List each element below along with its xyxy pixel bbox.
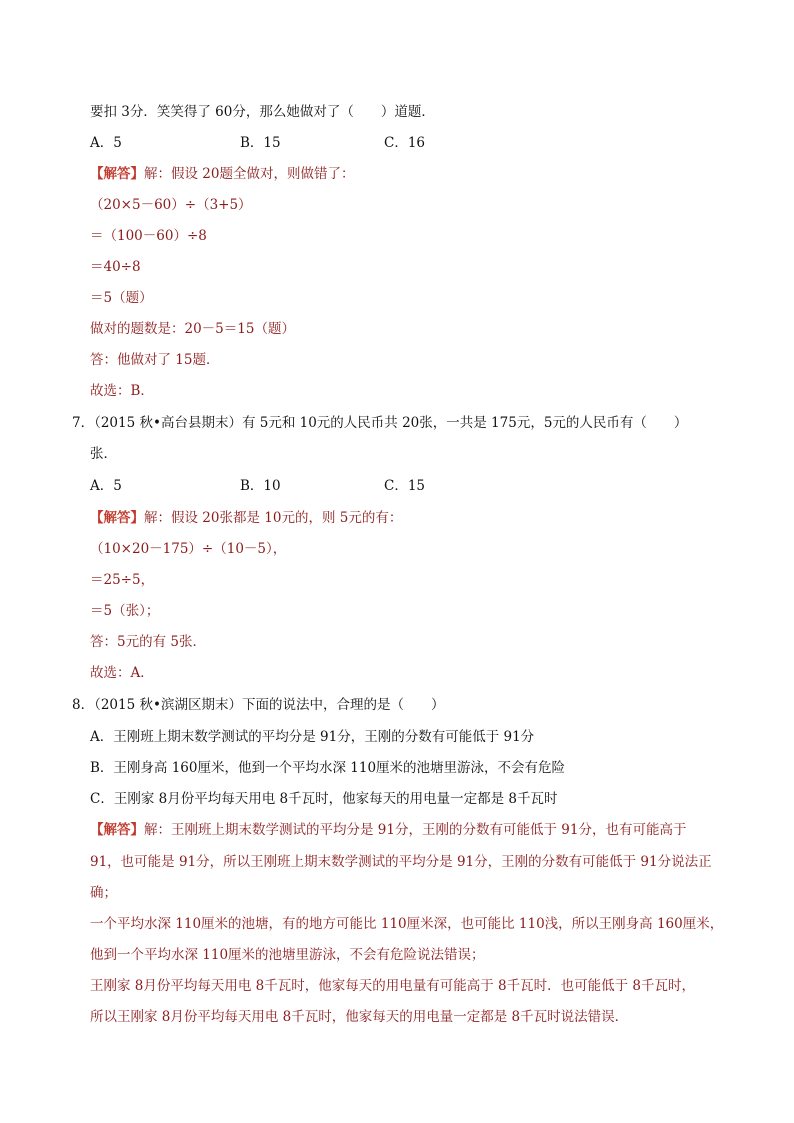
- q6-answer-line: ＝40÷8: [90, 259, 141, 275]
- q7-option-b: B．10: [240, 478, 281, 494]
- q7-option-c: C．15: [384, 478, 426, 494]
- q7-answer-line: ＝25÷5，: [90, 572, 155, 588]
- q7-answer-line: 答：5元的有 5张．: [90, 634, 206, 650]
- q8-answer-line: 确；: [90, 885, 117, 901]
- q8-answer-line: 【解答】解：王刚班上期末数学测试的平均分是 91分，王刚的分数有可能低于 91分，也有可能高于: [90, 822, 687, 838]
- q8-answer-line: 他到一个平均水深 110厘米的池塘里游泳，不会有危险说法错误；: [90, 947, 485, 963]
- q8-answer-line: 王刚家 8月份平均每天用电 8千瓦时，他家每天的用电量有可能高于 8千瓦时．也可能低于 8千瓦时，: [90, 978, 696, 994]
- answer-tag: 【解答】: [90, 166, 144, 182]
- q6-answer-line: 【解答】解：假设 20题全做对，则做错了：: [90, 166, 355, 182]
- q7-stem-line1: 7．（2015 秋•高台县期末）有 5元和 10元的人民币共 20张，一共是 175元，5元的人民币有（ ）: [72, 415, 688, 431]
- q6-answer-line: 答：他做对了 15题．: [90, 352, 220, 368]
- answer-tag: 【解答】: [90, 822, 144, 838]
- q6-answer-line: ＝5（题）: [90, 290, 153, 306]
- q7-answer-line: ＝5（张）；: [90, 603, 160, 619]
- q8-option-b: B．王刚身高 160厘米，他到一个平均水深 110厘米的池塘里游泳，不会有危险: [90, 760, 566, 776]
- q6-option-a: A．5: [90, 135, 122, 151]
- q7-option-a: A．5: [90, 478, 122, 494]
- answer-tag: 【解答】: [90, 510, 144, 526]
- q8-option-c: C．王刚家 8月份平均每天用电 8千瓦时，他家每天的用电量一定都是 8千瓦时: [90, 791, 558, 807]
- q8-stem: 8．（2015 秋•滨湖区期末）下面的说法中，合理的是（ ）: [72, 697, 445, 713]
- q7-answer-line: 【解答】解：假设 20张都是 10元的，则 5元的有：: [90, 510, 403, 526]
- q8-answer-line: 91，也可能是 91分，所以王刚班上期末数学测试的平均分是 91分，王刚的分数有可能低于 91分说法正: [90, 854, 712, 870]
- q7-answer-line: （10×20－175）÷（10－5），: [90, 541, 287, 557]
- q6-option-b: B．15: [240, 135, 281, 151]
- q6-answer-line: 故选：B．: [90, 383, 154, 399]
- q6-option-c: C．16: [384, 135, 426, 151]
- q6-stem: 要扣 3分．笑笑得了 60分，那么她做对了（ ）道题．: [90, 104, 435, 120]
- q7-answer-line: 故选：A．: [90, 665, 154, 681]
- q7-stem-line2: 张．: [90, 446, 117, 462]
- q8-option-a: A．王刚班上期末数学测试的平均分是 91分，王刚的分数有可能低于 91分: [90, 729, 535, 745]
- q6-answer-line: （20×5－60）÷（3+5）: [90, 197, 252, 213]
- q8-answer-line: 一个平均水深 110厘米的池塘，有的地方可能比 110厘米深，也可能比 110浅，所以王刚身高 160厘米，: [90, 916, 724, 932]
- q6-answer-line: 做对的题数是：20－5＝15（题）: [90, 321, 295, 337]
- q8-answer-line: 所以王刚家 8月份平均每天用电 8千瓦时，他家每天的用电量一定都是 8千瓦时说法错误．: [90, 1009, 629, 1025]
- q6-answer-line: ＝（100－60）÷8: [90, 228, 207, 244]
